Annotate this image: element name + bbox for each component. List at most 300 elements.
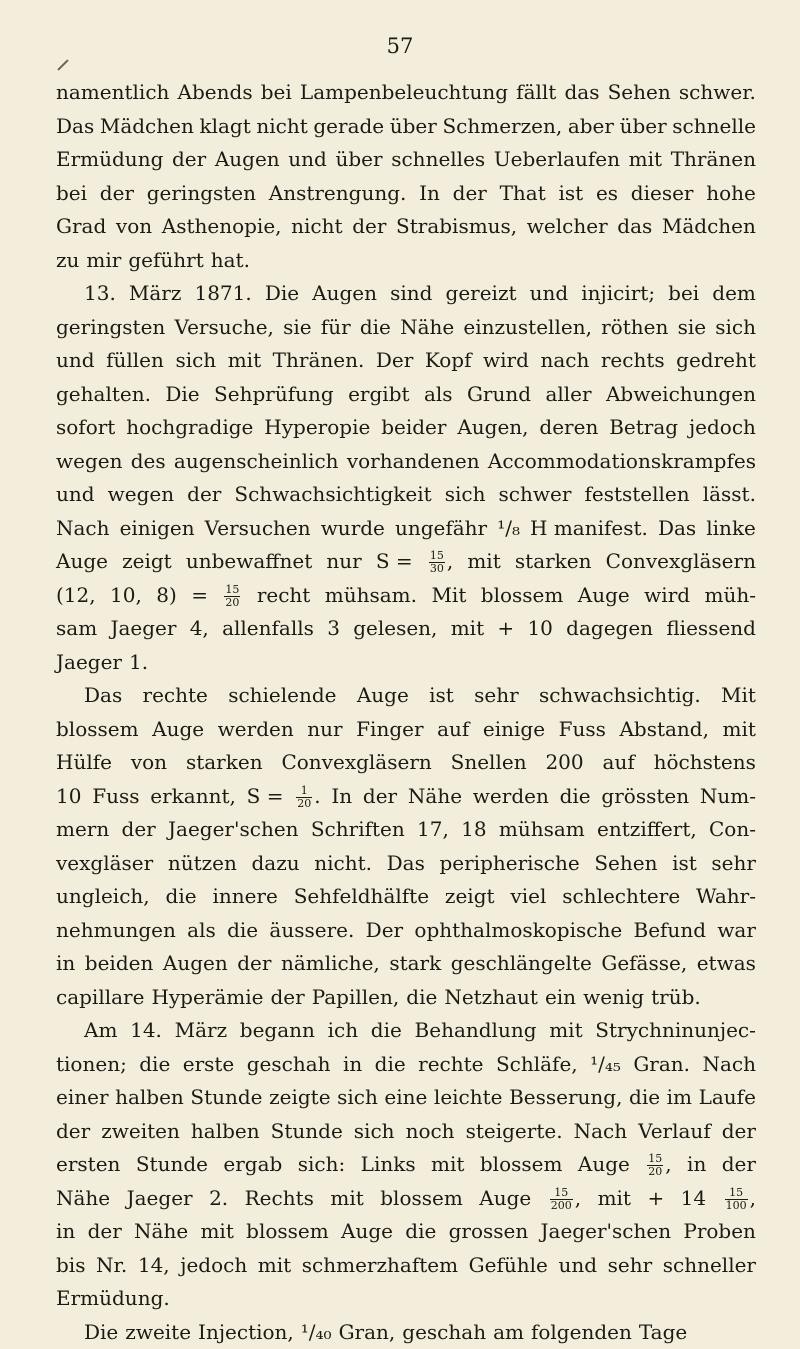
word: Fuss <box>92 780 139 814</box>
word: aller <box>545 378 591 412</box>
word: 2. <box>209 1182 228 1216</box>
word: viel <box>510 880 546 914</box>
word: mit <box>549 1014 582 1048</box>
word: entziffert, <box>597 813 697 847</box>
word: erkannt, <box>150 780 236 814</box>
text-line <box>56 478 756 512</box>
word: sehr <box>711 847 756 881</box>
word: Jaeger <box>127 1182 193 1216</box>
word: Jaeger <box>56 646 122 680</box>
text-line <box>56 1182 756 1216</box>
word: zu <box>56 244 79 278</box>
word: mit <box>629 143 662 177</box>
word: fliessend <box>666 612 756 646</box>
text-line <box>56 880 756 914</box>
word: jedoch <box>689 411 756 445</box>
word: geschah <box>247 1048 331 1082</box>
body-text <box>56 76 756 1349</box>
word: Con- <box>709 813 756 847</box>
word: 200 <box>545 746 583 780</box>
text-line <box>56 612 756 646</box>
word: der <box>100 177 134 211</box>
word: und <box>56 478 95 512</box>
text-line <box>56 847 756 881</box>
word: mit <box>467 545 500 579</box>
word: Convexgläsern <box>606 545 756 579</box>
word: Injection, <box>198 1316 294 1349</box>
word: gereizt <box>446 277 517 311</box>
word: die <box>560 780 591 814</box>
word: namentlich <box>56 76 169 110</box>
word: von <box>131 746 167 780</box>
text-line <box>56 1249 756 1283</box>
text-line <box>56 713 756 747</box>
word: bei <box>56 177 87 211</box>
text-line <box>56 1282 756 1316</box>
word: Nähe <box>56 1182 110 1216</box>
word: Stunde <box>190 1081 262 1115</box>
word: starken <box>186 746 263 780</box>
word: Ermüdung. <box>56 1282 170 1316</box>
text-line <box>56 813 756 847</box>
word: röthen <box>601 311 668 345</box>
word: Schriften <box>311 813 405 847</box>
word: dieser <box>631 177 694 211</box>
word: Auge <box>56 545 108 579</box>
word: Gran. <box>633 1048 690 1082</box>
word: Mädchen <box>662 210 756 244</box>
word: Hyperopie <box>264 411 370 445</box>
word: Versuche, <box>174 311 273 345</box>
word: blossem <box>480 1148 563 1182</box>
word: ergibt <box>348 378 409 412</box>
word: In <box>419 177 440 211</box>
word: Nähe <box>408 780 462 814</box>
word: Nr. <box>96 1249 127 1283</box>
word: eine <box>384 1081 427 1115</box>
word: gerade <box>313 110 384 144</box>
word: einzustellen, <box>463 311 592 345</box>
word: geringsten <box>56 311 165 345</box>
text-line <box>56 411 756 445</box>
word: als <box>424 378 453 412</box>
word: schmerzhaftem <box>302 1249 458 1283</box>
word: = <box>191 579 208 613</box>
word: sehr <box>608 1249 653 1283</box>
word: lässt. <box>703 478 756 512</box>
text-line <box>56 1048 756 1082</box>
word: Jaeger <box>110 612 176 646</box>
word: des <box>131 445 166 479</box>
word: schwer. <box>679 76 756 110</box>
word: Die <box>165 378 199 412</box>
word: ¹/₄₀ <box>301 1316 332 1349</box>
word: geringsten <box>147 177 256 211</box>
word: nützen <box>168 847 237 881</box>
word: in <box>343 1048 362 1082</box>
word: es <box>596 177 618 211</box>
word: blossem <box>56 713 139 747</box>
word: dem <box>712 277 756 311</box>
word: schwer <box>499 478 572 512</box>
word: linke <box>706 512 756 546</box>
fraction: $\frac{1}{20}$ . <box>294 780 320 814</box>
word: sehr <box>474 679 519 713</box>
word: Links <box>361 1148 416 1182</box>
word: Abstand, <box>619 713 709 747</box>
word: mit <box>258 1249 291 1283</box>
text-line <box>56 344 756 378</box>
word: bei <box>668 277 699 311</box>
word: Papillen, <box>312 981 400 1015</box>
text-line <box>56 311 756 345</box>
word: Auge <box>578 579 630 613</box>
word: Auge <box>479 1182 531 1216</box>
word: mern <box>56 813 109 847</box>
word: mit <box>451 612 484 646</box>
word: Convexgläsern <box>281 746 431 780</box>
word: 10 <box>56 780 81 814</box>
word: capillare <box>56 981 144 1015</box>
word: Nähe <box>400 311 454 345</box>
word: Ueberlaufen <box>494 143 620 177</box>
word: der <box>187 478 221 512</box>
word: geführt <box>128 244 203 278</box>
word: hohe <box>706 177 756 211</box>
word: Das <box>387 847 425 881</box>
word: über <box>620 110 667 144</box>
word: steigerte. <box>466 1115 563 1149</box>
word: zweite <box>125 1316 191 1349</box>
word: Abweichungen <box>606 378 756 412</box>
text-line <box>56 512 756 546</box>
word: ersten <box>56 1148 120 1182</box>
word: augenscheinlich <box>174 445 339 479</box>
word: gedreht <box>676 344 756 378</box>
word: 13. <box>84 277 116 311</box>
word: Die <box>265 277 299 311</box>
word: Versuchen <box>205 512 311 546</box>
word: auf <box>603 746 635 780</box>
word: Mädchen <box>100 110 194 144</box>
page-number: 57 <box>0 34 800 58</box>
text-line <box>56 1316 756 1349</box>
word: auf <box>437 713 469 747</box>
word: Am <box>84 1014 117 1048</box>
word: wurde <box>321 512 385 546</box>
word: ungleich, <box>56 880 150 914</box>
text-line <box>56 914 756 948</box>
fraction: $\frac{15}{20}$ <box>222 579 242 613</box>
word: Betrag <box>609 411 678 445</box>
text-line <box>56 981 756 1015</box>
word: Asthenopie, <box>162 210 282 244</box>
word: injicirt; <box>581 277 655 311</box>
word: 1. <box>129 646 148 680</box>
word: Nähe <box>134 1215 188 1249</box>
pencil-mark <box>57 59 68 70</box>
text-line <box>56 244 756 278</box>
text-line <box>56 646 756 680</box>
word: die <box>360 311 391 345</box>
word: schlechtere <box>562 880 680 914</box>
word: der <box>237 947 271 981</box>
word: die <box>371 1014 402 1048</box>
word: ¹/₄₅ <box>590 1048 621 1082</box>
word: Augen <box>163 947 228 981</box>
word: der <box>363 780 397 814</box>
word: zeigt <box>445 880 495 914</box>
word: Num- <box>700 780 756 814</box>
word: werden <box>473 780 549 814</box>
word: Proben <box>683 1215 756 1249</box>
word: schneller <box>663 1249 756 1283</box>
word: Nach <box>702 1048 756 1082</box>
word: grossen <box>449 1215 529 1249</box>
word: hochgradige <box>126 411 253 445</box>
word: Gefühle <box>469 1249 548 1283</box>
word: rechte <box>143 679 208 713</box>
word: geschah <box>402 1316 486 1349</box>
word: Auge <box>357 679 409 713</box>
word: sich <box>354 1115 395 1149</box>
word: halben <box>115 1081 184 1115</box>
word: sie <box>283 311 312 345</box>
word: einer <box>56 1081 109 1115</box>
word: Augen, <box>457 411 528 445</box>
word: beider <box>381 411 446 445</box>
word: blossem <box>481 579 564 613</box>
word: schwachsichtig. <box>539 679 701 713</box>
word: Ermüdung <box>56 143 163 177</box>
word: mit <box>228 344 261 378</box>
word: die <box>166 880 197 914</box>
text-line <box>56 1115 756 1149</box>
word: Auge <box>341 1215 393 1249</box>
word: Gran, <box>339 1316 396 1349</box>
word: deren <box>539 411 598 445</box>
word: ist <box>429 679 454 713</box>
word: nur <box>307 713 342 747</box>
word: das <box>617 210 652 244</box>
word: der <box>352 210 386 244</box>
word: + <box>647 1182 664 1216</box>
word: Grund <box>467 378 531 412</box>
word: Snellen <box>451 746 527 780</box>
word: 10 <box>527 612 552 646</box>
word: für <box>321 311 351 345</box>
word: 14. <box>130 1014 162 1048</box>
word: wegen <box>56 445 122 479</box>
word: nur <box>326 545 361 579</box>
word: nämliche, <box>281 947 380 981</box>
word: war <box>717 914 756 948</box>
word: Strabismus, <box>396 210 517 244</box>
word: Sehprüfung <box>214 378 334 412</box>
fraction: $\frac{15}{100}$ , <box>723 1182 756 1216</box>
word: 4, <box>190 612 209 646</box>
word: stark <box>389 947 441 981</box>
word: März <box>129 277 182 311</box>
word: Die <box>84 1316 118 1349</box>
word: Das <box>658 512 696 546</box>
word: einigen <box>120 512 195 546</box>
word: erste <box>183 1048 235 1082</box>
word: die <box>227 914 258 948</box>
text-line <box>56 780 756 814</box>
word: in <box>56 1215 75 1249</box>
word: wird <box>483 344 529 378</box>
text-line <box>56 445 756 479</box>
word: Auge <box>152 713 204 747</box>
word: mühsam. <box>325 579 417 613</box>
word: fällt <box>516 76 556 110</box>
word: die <box>375 1048 406 1082</box>
word: Mit <box>431 579 466 613</box>
word: Sehen <box>594 847 657 881</box>
word: nehmungen <box>56 914 176 948</box>
word: allenfalls <box>222 612 314 646</box>
fraction: $\frac{15}{20}$ , <box>645 1148 671 1182</box>
word: sich <box>715 311 756 345</box>
text-line <box>56 210 756 244</box>
word: einige <box>483 713 545 747</box>
word: die <box>406 981 437 1015</box>
word: Finger <box>356 713 423 747</box>
word: Jaeger'schen <box>541 1215 672 1249</box>
word: Stunde <box>136 1148 208 1182</box>
word: und <box>558 1249 597 1283</box>
word: der <box>122 813 156 847</box>
word: Jaeger'schen <box>168 813 299 847</box>
word: rechts <box>601 344 665 378</box>
text-line <box>56 579 756 613</box>
word: noch <box>406 1115 455 1149</box>
word: zeigt <box>122 545 172 579</box>
fraction: $\frac{15}{200}$ , <box>548 1182 581 1216</box>
word: 3 <box>327 612 340 646</box>
word: wegen <box>108 478 174 512</box>
word: klagt <box>199 110 250 144</box>
word: Lampenbeleuchtung <box>300 76 508 110</box>
word: nicht <box>256 110 307 144</box>
word: halben <box>191 1115 260 1149</box>
text-line <box>56 679 756 713</box>
word: äussere. <box>269 914 354 948</box>
word: 14, <box>138 1249 170 1283</box>
word: ist <box>672 847 697 881</box>
word: folgenden <box>531 1316 632 1349</box>
word: Netzhaut <box>444 981 538 1015</box>
word: ein <box>545 981 576 1015</box>
word: aber <box>568 110 614 144</box>
word: beiden <box>85 947 154 981</box>
word: ophthalmoskopische <box>414 914 622 948</box>
word: gehalten. <box>56 378 151 412</box>
word: schnelles <box>391 143 485 177</box>
word: H manifest. <box>530 512 648 546</box>
word: Wahr- <box>696 880 756 914</box>
word: müh- <box>704 579 755 613</box>
word: die <box>139 1048 170 1082</box>
text-line <box>56 110 756 144</box>
word: dazu <box>251 847 299 881</box>
word: grössten <box>601 780 689 814</box>
word: ergab <box>223 1148 282 1182</box>
word: mit <box>723 713 756 747</box>
word: wenig <box>583 981 644 1015</box>
word: nicht <box>291 210 342 244</box>
word: Fuss <box>559 713 606 747</box>
word: 17, <box>417 813 449 847</box>
word: feststellen <box>584 478 689 512</box>
text-line <box>56 76 756 110</box>
word: Rechts <box>245 1182 314 1216</box>
word: Augen <box>215 143 280 177</box>
word: sie <box>678 311 707 345</box>
word: zweiten <box>101 1115 180 1149</box>
word: Besserung, <box>509 1081 622 1115</box>
word: nicht. <box>314 847 372 881</box>
word: der <box>56 1115 90 1149</box>
word: sind <box>390 277 432 311</box>
text-line <box>56 545 756 579</box>
word: Sehen <box>608 76 671 110</box>
word: Hülfe <box>56 746 112 780</box>
word: starken <box>515 545 592 579</box>
word: dagegen <box>566 612 653 646</box>
text-line <box>56 947 756 981</box>
word: hat. <box>211 244 250 278</box>
word: die <box>629 1081 660 1115</box>
word: füllen <box>106 344 164 378</box>
word: mir <box>86 244 121 278</box>
word: über <box>336 143 383 177</box>
word: Das <box>56 110 94 144</box>
word: Auge <box>578 1148 630 1182</box>
word: in <box>56 947 75 981</box>
word: und <box>288 143 327 177</box>
word: Accommodationskrampfes <box>488 445 756 479</box>
word: vexgläser <box>56 847 153 881</box>
text-line <box>56 1081 756 1115</box>
word: 8) <box>156 579 177 613</box>
word: sich <box>175 344 216 378</box>
word: als <box>187 914 216 948</box>
word: 14 <box>681 1182 706 1216</box>
word: + <box>497 612 514 646</box>
word: von <box>116 210 152 244</box>
word: Gefässe, <box>601 947 687 981</box>
word: Hyperämie <box>151 981 263 1015</box>
word: der <box>453 177 487 211</box>
word: rechte <box>418 1048 483 1082</box>
word: der <box>88 1215 122 1249</box>
word: mit <box>200 1215 233 1249</box>
word: Laufe <box>699 1081 756 1115</box>
word: sofort <box>56 411 115 445</box>
text-line <box>56 177 756 211</box>
word: höchstens <box>654 746 756 780</box>
word: leichte <box>434 1081 503 1115</box>
word: ungefähr <box>395 512 487 546</box>
word: sam <box>56 612 97 646</box>
word: Das <box>84 679 122 713</box>
word: Mit <box>721 679 756 713</box>
word: geschlängelte <box>451 947 592 981</box>
word: blossem <box>246 1215 329 1249</box>
word: recht <box>257 579 311 613</box>
